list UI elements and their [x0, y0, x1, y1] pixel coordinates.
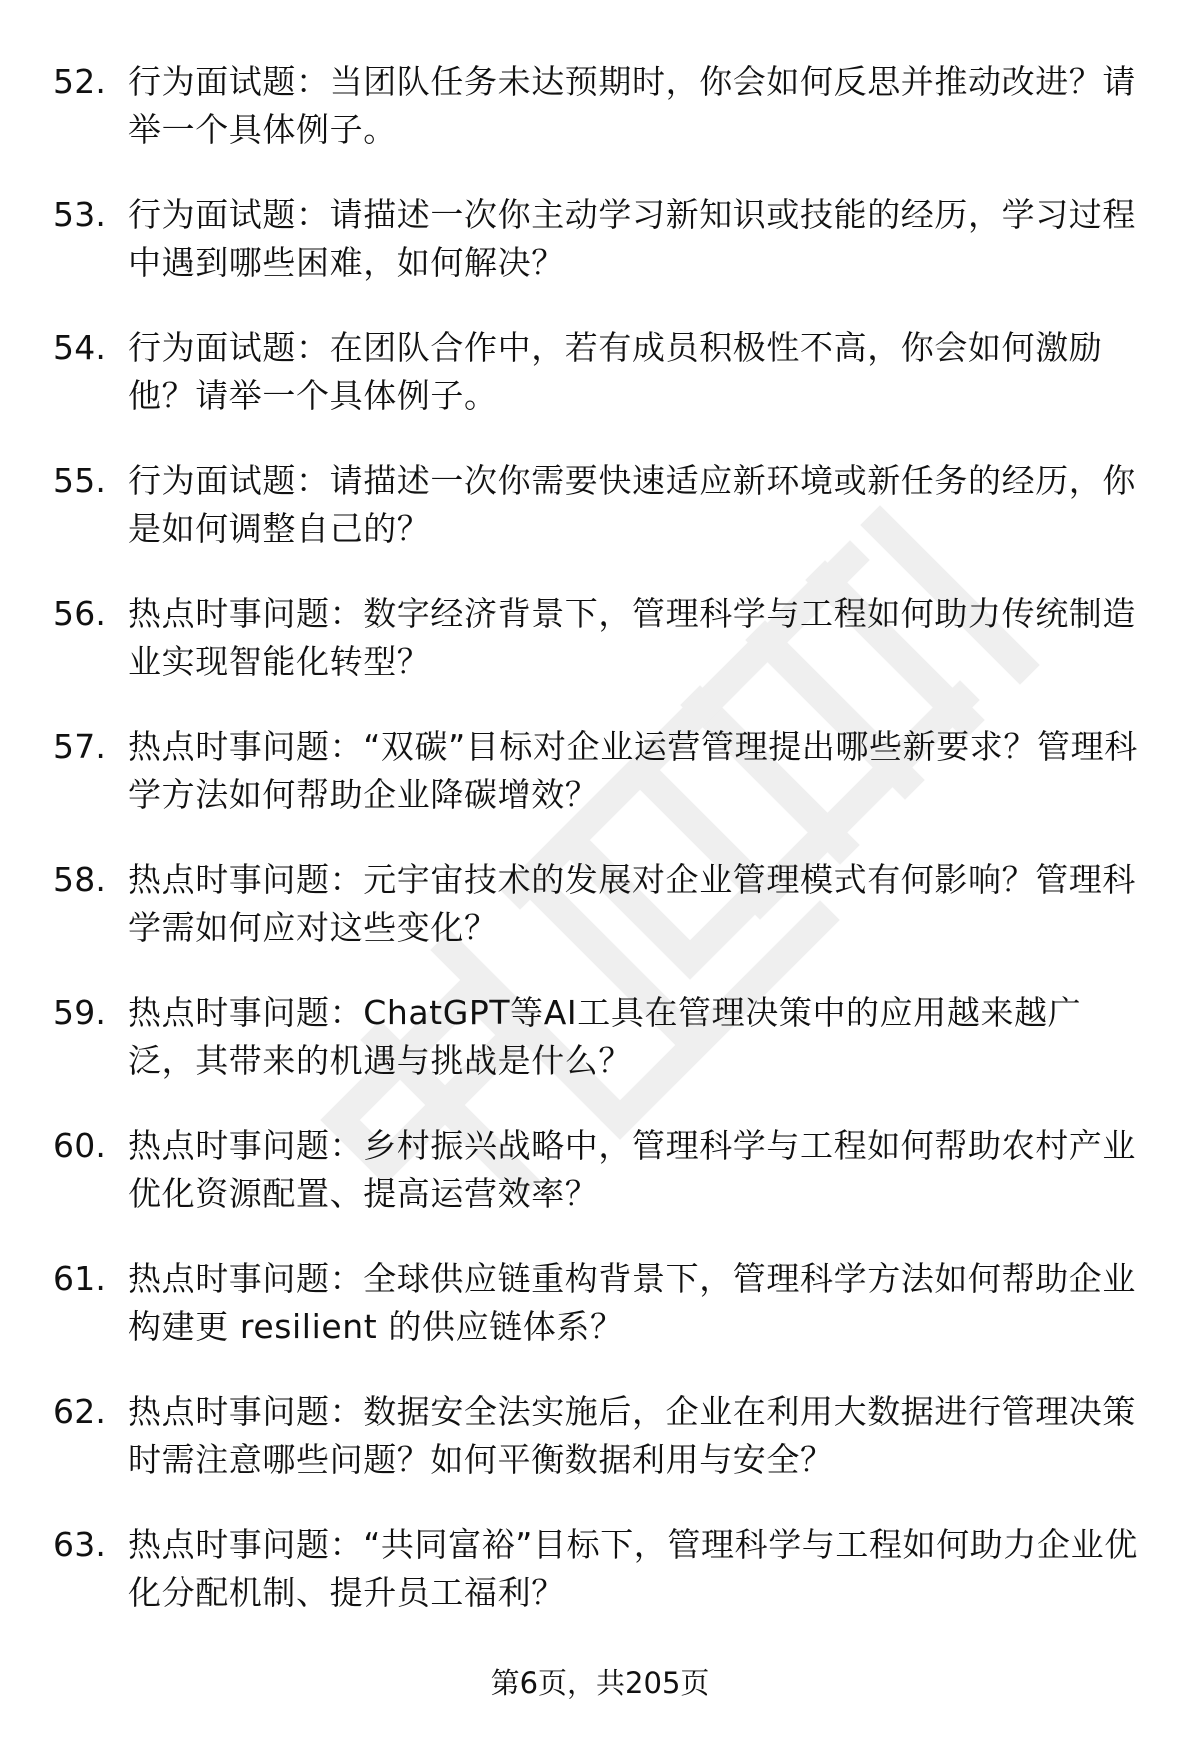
question-item: [0, 457, 1200, 590]
question-text: 热点时事问题：元宇宙技术的发展对企业管理模式有何影响？管理科学需如何应对这些变化？: [128, 860, 1136, 947]
question-text: 行为面试题：请描述一次你需要快速适应新环境或新任务的经历，你是如何调整自己的？: [128, 461, 1136, 548]
question-list: [0, 58, 1200, 1654]
question-text: 热点时事问题：“共同富裕”目标下，管理科学与工程如何助力企业优化分配机制、提升员工福利？: [128, 1525, 1138, 1612]
question-text: 热点时事问题：ChatGPT等AI工具在管理决策中的应用越来越广泛，其带来的机遇与挑战是什么？: [128, 993, 1082, 1080]
question-number: 63.: [53, 1525, 107, 1564]
question-number: 60.: [53, 1126, 107, 1165]
question-text: 热点时事问题：乡村振兴战略中，管理科学与工程如何帮助农村产业优化资源配置、提高运营效率？: [128, 1126, 1136, 1213]
question-text: 行为面试题：在团队合作中，若有成员积极性不高，你会如何激励他？请举一个具体例子。: [128, 328, 1103, 415]
question-item: [0, 1122, 1200, 1255]
question-item: [0, 1521, 1200, 1654]
question-number: 61.: [53, 1259, 107, 1298]
question-number: 59.: [53, 993, 107, 1032]
question-text: 行为面试题：当团队任务未达预期时，你会如何反思并推动改进？请举一个具体例子。: [128, 62, 1136, 149]
question-text: 热点时事问题：数据安全法实施后，企业在利用大数据进行管理决策时需注意哪些问题？如何平衡数据利用与安全？: [128, 1392, 1136, 1479]
question-text: 行为面试题：请描述一次你主动学习新知识或技能的经历，学习过程中遇到哪些困难，如何解决？: [128, 195, 1136, 282]
question-item: [0, 1388, 1200, 1521]
question-text: 热点时事问题：全球供应链重构背景下，管理科学方法如何帮助企业构建更 resilient 的供应链体系？: [128, 1259, 1136, 1346]
question-number: 58.: [53, 860, 107, 899]
question-number: 62.: [53, 1392, 107, 1431]
question-item: [0, 1255, 1200, 1388]
question-number: 56.: [53, 594, 107, 633]
page-footer: 第6页，共205页: [490, 1666, 710, 1700]
question-item: [0, 590, 1200, 723]
question-number: 57.: [53, 727, 107, 766]
question-number: 55.: [53, 461, 107, 500]
question-number: 52.: [53, 62, 107, 101]
question-item: [0, 58, 1200, 191]
question-item: [0, 989, 1200, 1122]
question-number: 53.: [53, 195, 107, 234]
question-number: 54.: [53, 328, 107, 367]
question-item: [0, 324, 1200, 457]
question-item: [0, 723, 1200, 856]
question-text: 热点时事问题：数字经济背景下，管理科学与工程如何助力传统制造业实现智能化转型？: [128, 594, 1136, 681]
question-item: [0, 856, 1200, 989]
question-text: 热点时事问题：“双碳”目标对企业运营管理提出哪些新要求？管理科学方法如何帮助企业降碳增效？: [128, 727, 1138, 814]
question-item: [0, 191, 1200, 324]
